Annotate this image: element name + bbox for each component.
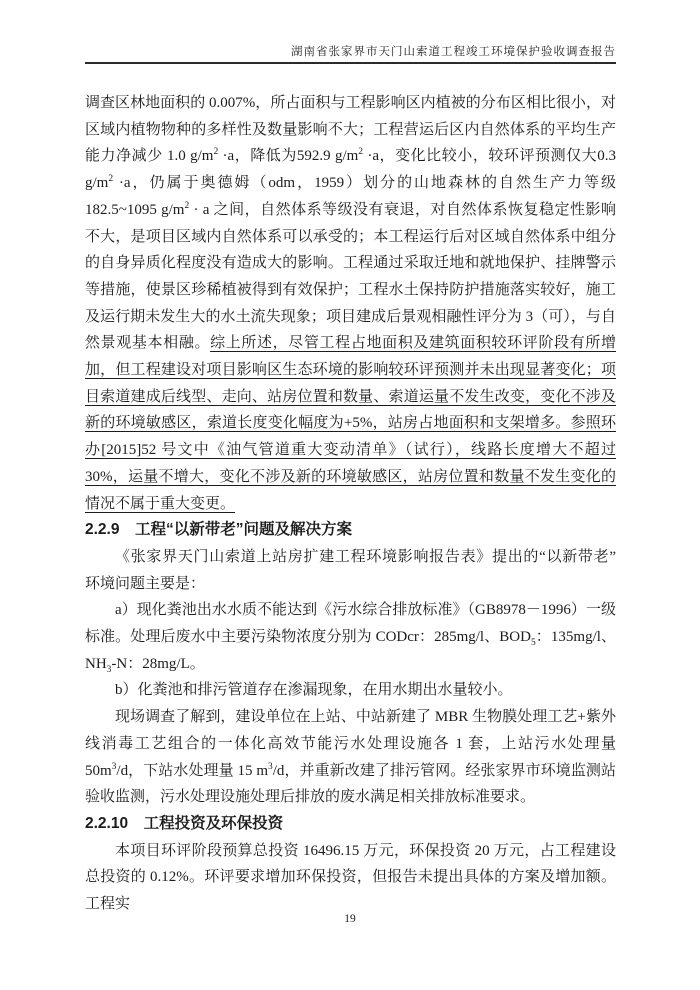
- document-body: [85, 90, 632, 918]
- text-run: ：135mg/l、NH: [85, 629, 616, 672]
- text-run: 3: [111, 761, 117, 772]
- text-run: 现场调查了解到，建设单位在上站、中站新建了 MBR 生物膜处理工艺+紫外线消毒工艺组合的一体化高效节能污水处理设施各 1 套，上站污水处理量 50m: [85, 709, 616, 779]
- text-run: 2.2.9 工程“以新带老”问题及解决方案: [85, 521, 352, 539]
- page-header-title: 湖南省张家界市天门山索道工程竣工环境保护验收调查报告: [291, 46, 616, 58]
- section-heading: [85, 811, 616, 838]
- page-number: 19: [344, 913, 356, 925]
- text-run: · a 之间，自然体系等级没有衰退，对自然体系恢复稳定性影响不大，是项目区域内自然体系可以承受的；本工程运行后对区域自然体系中组分的自身异质化程度没有造成大的影响。工程通过采取迁地和就地保护、挂牌警示等措施，使景区珍稀植被得到有效保护；工程水土保持防护措施落实较好，施工及运行期未发生大的水土流失现象；项目建成后景观相融性评分为 3（可），与自然景观基本相融。: [85, 201, 617, 352]
- text-run: 调查区林地面积的 0.007%，所占面积与工程影响区内植被的分布区相比很小，对区域内植物物种的多样性及数量影响不大；工程营运后区内自然体系的平均生产能力净减少 1.0 g/m: [85, 95, 616, 165]
- text-run: ·a，变化比较小，较环评预测仅大0.3 g/m: [85, 148, 616, 192]
- text-run: a）现化粪池出水水质不能达到《污水综合排放标准》（GB8978－1996）一级标准。处理后废水中主要污染物浓度分别为 CODcr：285mg/l、BOD: [85, 602, 616, 646]
- text-run: ·a，仍属于奥德姆（odm，1959）划分的山地森林的自然生产力等级 182.5~1095 g/m: [85, 175, 616, 218]
- text-run: 本项目环评阶段预算总投资 16496.15 万元，环保投资 20 万元，占工程建设总投资的 0.12%。环评要求增加环保投资，但报告未提出具体的方案及增加额。工程实: [85, 842, 616, 913]
- paragraph: [85, 90, 616, 517]
- text-run: 2.2.10 工程投资及环保投资: [85, 814, 284, 832]
- text-run: 5: [530, 638, 536, 649]
- paragraph: [85, 838, 616, 918]
- text-run: 《张家界天门山索道上站房扩建工程环境影响报告表》提出的“以新带老” 环境问题主要是：: [85, 548, 632, 592]
- paragraph: [85, 597, 616, 677]
- paragraph: [85, 704, 616, 811]
- section-heading: [85, 517, 616, 544]
- text-run: 2: [213, 147, 219, 158]
- text-run: b）化粪池和排污管道存在渗漏现象，在用水期出水量较小。: [115, 682, 513, 699]
- text-run: 3: [267, 761, 273, 772]
- text-run: 3: [106, 664, 112, 675]
- text-run: 综上所述，尽管工程占地面积及建筑面积较环评阶段有所增加，但工程建设对项目影响区生态环境的影响较环评预测并未出现显著变化；项目索道建成后线型、走向、站房位置和数量、索道运量不发生改变，变化不涉及新的环境敏感区，索道长度变化幅度为+5%，站房占地面积和支架增多。参照环办[2015]52 号文中《油气管道重大变动清单》（试行），线路长度增大不超过 30%，运量不增大，变化不涉及新的环境敏感区，站房位置和数量不发生变化的情况不属于重大变更。: [85, 335, 616, 512]
- paragraph: [85, 544, 632, 597]
- text-run: 2: [184, 200, 190, 211]
- text-run: ·a，降低为592.9 g/m: [218, 148, 359, 165]
- text-run: -N：28mg/L。: [111, 655, 205, 672]
- text-run: /d，并重新改建了排污管网。经张家界市环境监测站验收监测，污水处理设施处理后排放的废水满足相关排放标准要求。: [85, 762, 616, 806]
- text-run: 2: [108, 174, 114, 185]
- text-run: 2: [358, 147, 364, 158]
- header-rule: [85, 62, 616, 64]
- text-run: /d，下站水处理量 15 m: [116, 762, 268, 779]
- paragraph: [85, 677, 616, 704]
